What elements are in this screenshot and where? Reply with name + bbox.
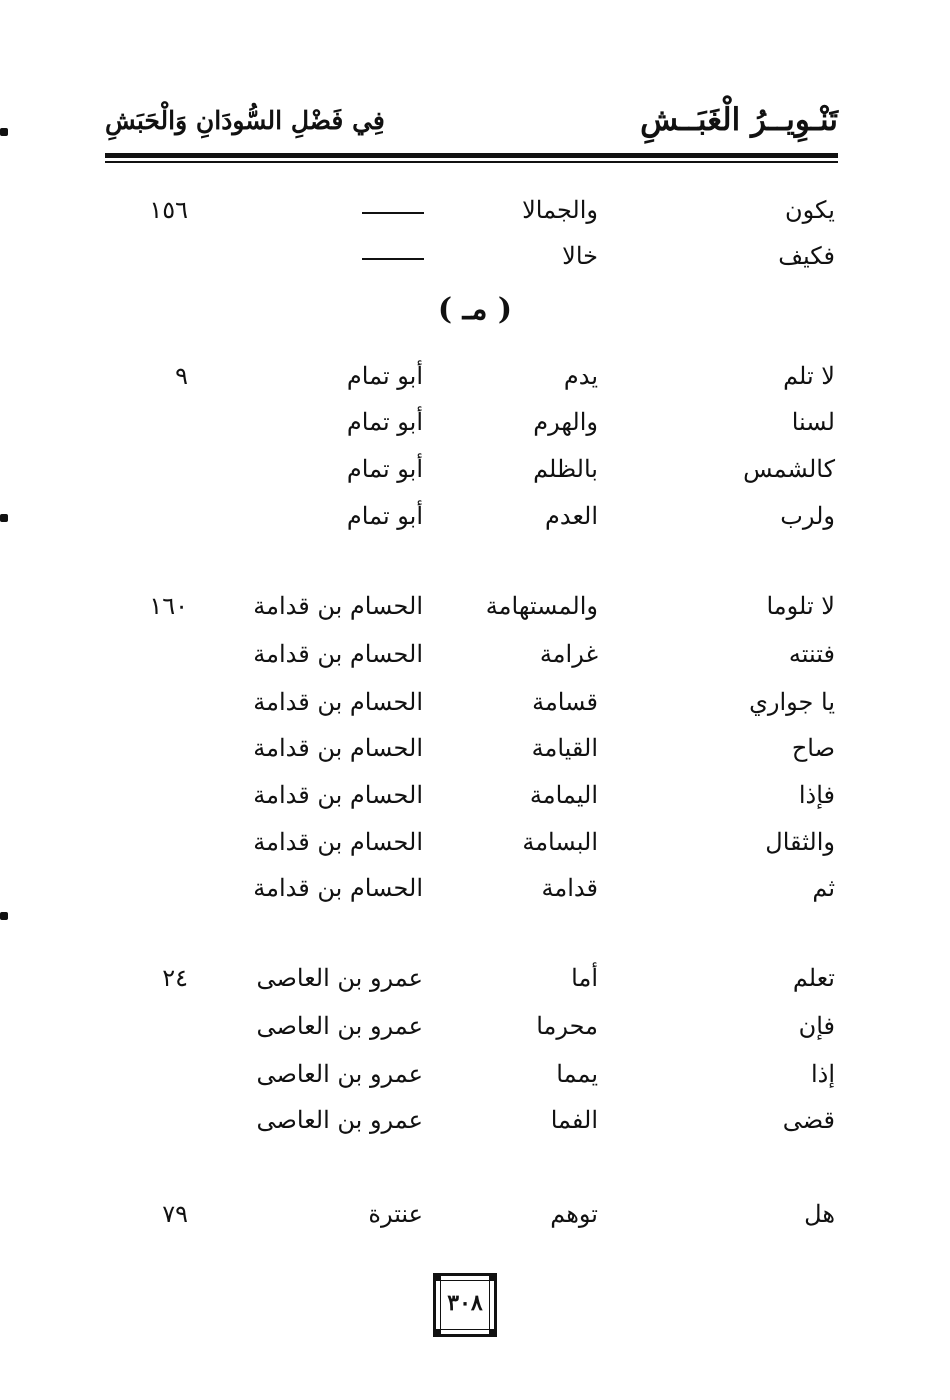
table-row — [0, 828, 950, 868]
table-row — [0, 1012, 950, 1052]
table-row — [0, 455, 950, 495]
verse-rhyme-word: قسامة — [532, 688, 598, 716]
section-heading: ( مـ ) — [437, 292, 513, 327]
poet-name: أبو تمام — [346, 455, 423, 483]
verse-opening-word: فكيف — [778, 242, 835, 270]
poet-name: الحسام بن قدامة — [253, 734, 423, 762]
table-row — [0, 362, 950, 402]
verse-opening-word: هل — [804, 1200, 835, 1228]
poet-name: الحسام بن قدامة — [253, 688, 423, 716]
verse-rhyme-word: أما — [571, 964, 598, 992]
table-row — [0, 242, 950, 282]
poet-name: الحسام بن قدامة — [253, 781, 423, 809]
poet-name: عمرو بن العاصى — [256, 964, 423, 992]
table-row — [0, 781, 950, 821]
page-reference: ٩ — [175, 362, 188, 390]
poet-name: الحسام بن قدامة — [253, 592, 423, 620]
verse-opening-word: ثم — [812, 874, 835, 902]
poet-name: عنترة — [368, 1200, 423, 1228]
verse-opening-word: فإذا — [798, 781, 835, 809]
book-title: تَنْـوِيــرُ الْغَبَــشِ — [640, 102, 838, 138]
poet-name: عمرو بن العاصى — [256, 1106, 423, 1134]
page-number-frame — [433, 1273, 497, 1337]
verse-rhyme-word: اليمامة — [529, 781, 598, 809]
verse-rhyme-word: غرامة — [539, 640, 598, 668]
table-row — [0, 502, 950, 542]
verse-rhyme-word: محرما — [536, 1012, 598, 1040]
verse-opening-word: صاح — [791, 734, 835, 762]
verse-opening-word: يا جواري — [749, 688, 835, 716]
verse-rhyme-word: يدم — [563, 362, 598, 390]
table-row — [0, 196, 950, 236]
poet-name: أبو تمام — [346, 502, 423, 530]
poet-name: عمرو بن العاصى — [256, 1060, 423, 1088]
verse-opening-word: كالشمس — [743, 455, 835, 483]
verse-rhyme-word: والهرم — [533, 408, 598, 436]
verse-opening-word: لا تلوما — [766, 592, 835, 620]
verse-opening-word: ولرب — [780, 502, 835, 530]
page-reference: ١٦٠ — [149, 592, 188, 620]
poet-name: الحسام بن قدامة — [253, 640, 423, 668]
table-row — [0, 1200, 950, 1240]
verse-opening-word: لا تلم — [783, 362, 835, 390]
poet-name: أبو تمام — [346, 362, 423, 390]
book-subtitle: فِي فَضْلِ السُّودَانِ وَالْحَبَشِ — [105, 106, 385, 135]
verse-opening-word: والثقال — [765, 828, 835, 856]
table-row — [0, 640, 950, 680]
table-row — [0, 1106, 950, 1146]
verse-rhyme-word: العدم — [544, 502, 598, 530]
page-number: ٣٠٨ — [447, 1290, 483, 1316]
table-row — [0, 734, 950, 774]
verse-opening-word: فتنته — [788, 640, 835, 668]
verse-rhyme-word: والمستهامة — [485, 592, 598, 620]
table-row — [0, 408, 950, 448]
verse-opening-word: فإن — [798, 1012, 835, 1040]
verse-opening-word: تعلم — [792, 964, 835, 992]
verse-rhyme-word: قدامة — [541, 874, 598, 902]
table-row — [0, 688, 950, 728]
ditto-dash — [362, 212, 424, 214]
ditto-dash — [362, 258, 424, 260]
verse-opening-word: قضى — [782, 1106, 835, 1134]
table-row — [0, 1060, 950, 1100]
verse-rhyme-word: توهم — [550, 1200, 598, 1228]
poet-name: الحسام بن قدامة — [253, 874, 423, 902]
verse-rhyme-word: القيامة — [531, 734, 598, 762]
table-row — [0, 874, 950, 914]
page-reference: ١٥٦ — [149, 196, 188, 224]
table-row — [0, 592, 950, 632]
page-reference: ٧٩ — [162, 1200, 188, 1228]
table-row — [0, 964, 950, 1004]
verse-rhyme-word: بالظلم — [533, 455, 598, 483]
verse-opening-word: إذا — [810, 1060, 835, 1088]
verse-opening-word: يكون — [785, 196, 835, 224]
poet-name: عمرو بن العاصى — [256, 1012, 423, 1040]
poet-name: الحسام بن قدامة — [253, 828, 423, 856]
page-reference: ٢٤ — [162, 964, 188, 992]
verse-rhyme-word: يمما — [556, 1060, 598, 1088]
verse-opening-word: لسنا — [791, 408, 835, 436]
verse-rhyme-word: الفما — [550, 1106, 598, 1134]
verse-rhyme-word: خالا — [562, 242, 598, 270]
verse-rhyme-word: والجمالا — [522, 196, 598, 224]
poet-name: أبو تمام — [346, 408, 423, 436]
verse-rhyme-word: البسامة — [522, 828, 598, 856]
